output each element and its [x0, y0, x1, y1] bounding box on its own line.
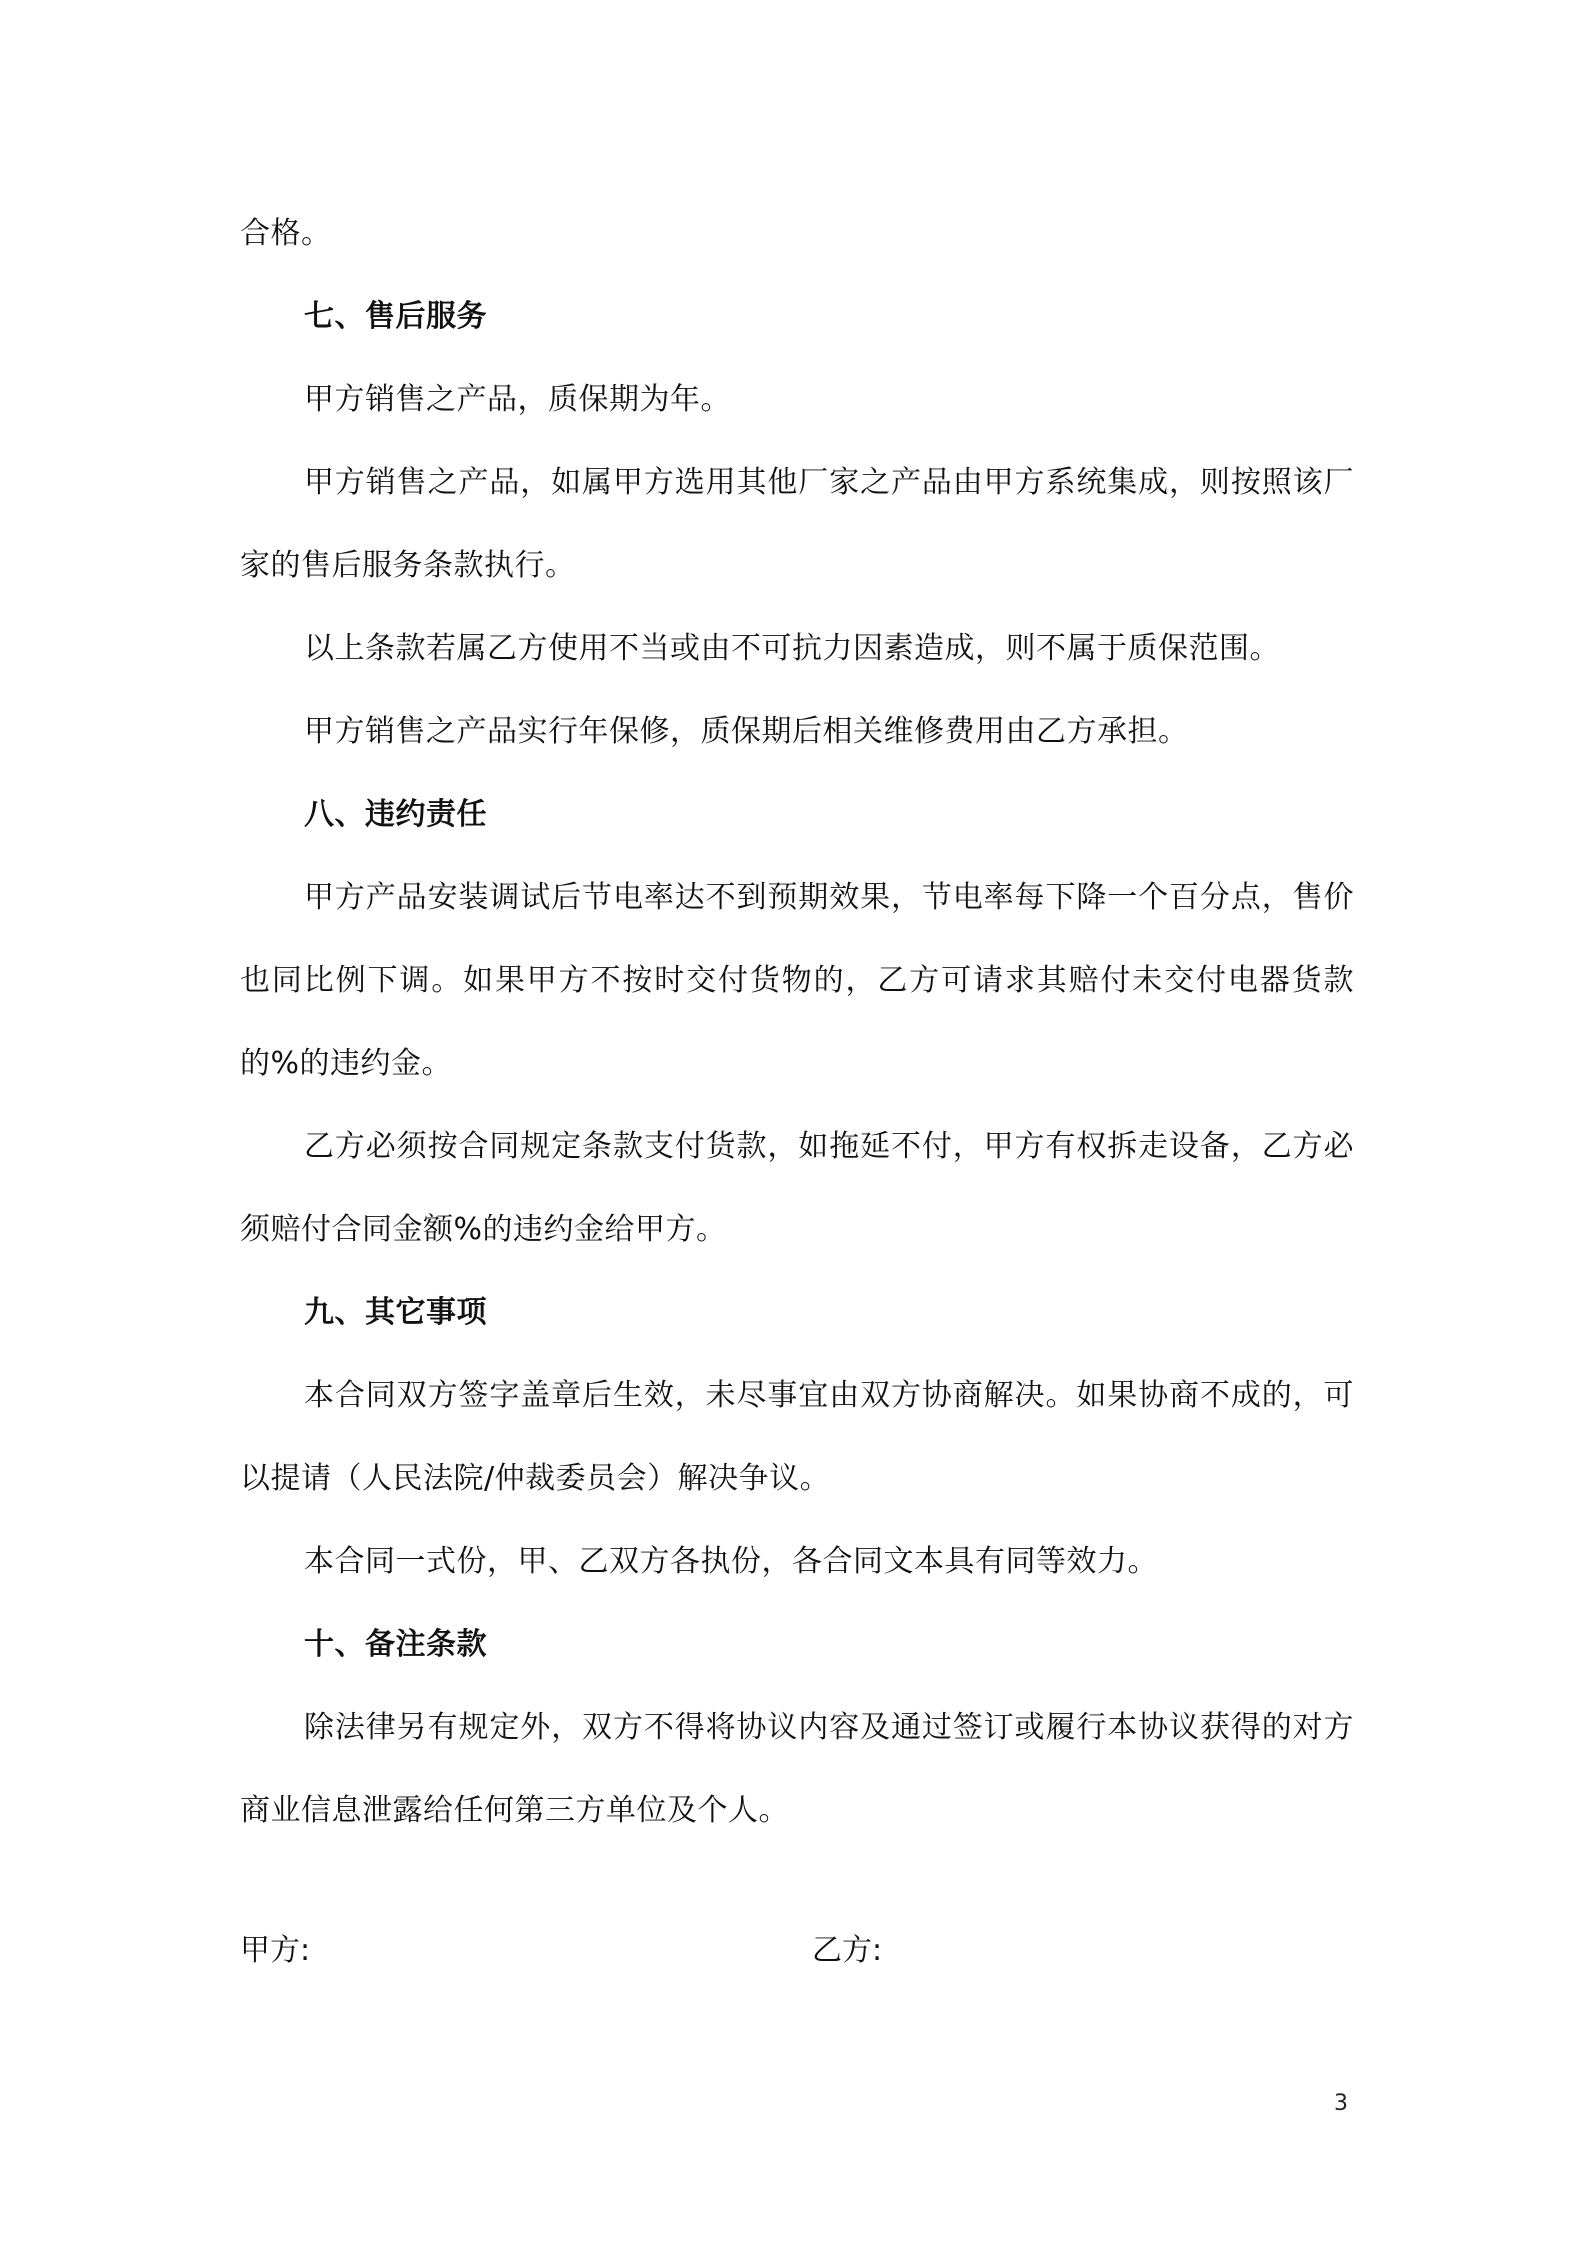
paragraph-dispute-resolution: 本合同双方签字盖章后生效，未尽事宜由双方协商解决。如果协商不成的，可以提请（人民法院/仲裁委员会）解决争议。: [240, 1378, 1354, 1496]
page-number: 3: [1334, 2091, 1348, 2116]
paragraph-repair-costs: 甲方销售之产品实行年保修，质保期后相关维修费用由乙方承担。: [304, 714, 1189, 749]
paragraph-party-b-breach: 乙方必须按合同规定条款支付货款，如拖延不付，甲方有权拆走设备，乙方必须赔付合同金额%的违约金给甲方。: [240, 1129, 1354, 1247]
party-b-signature-label: 乙方:: [812, 1933, 883, 1968]
paragraph-copies: 本合同一式份，甲、乙双方各执份，各合同文本具有同等效力。: [304, 1544, 1158, 1579]
paragraph-confidentiality: 除法律另有规定外，双方不得将协议内容及通过签订或履行本协议获得的对方商业信息泄露给任何第三方单位及个人。: [240, 1710, 1354, 1828]
paragraph-continuation: 合格。: [240, 216, 332, 251]
document-body: [240, 192, 1354, 1852]
paragraph-warranty-exclusions: 以上条款若属乙方使用不当或由不可抗力因素造成，则不属于质保范围。: [304, 631, 1280, 666]
section-heading-after-sales: 七、售后服务: [304, 299, 487, 334]
paragraph-party-a-breach: 甲方产品安装调试后节电率达不到预期效果，节电率每下降一个百分点，售价也同比例下调。如果甲方不按时交付货物的，乙方可请求其赔付未交付电器货款的%的违约金。: [240, 880, 1354, 1081]
signature-row: [240, 1925, 1354, 1975]
section-heading-breach: 八、违约责任: [304, 797, 487, 832]
party-a-signature-label: 甲方:: [240, 1933, 311, 1968]
paragraph-warranty-period: 甲方销售之产品，质保期为年。: [304, 382, 731, 417]
paragraph-third-party-products: 甲方销售之产品，如属甲方选用其他厂家之产品由甲方系统集成，则按照该厂家的售后服务条款执行。: [240, 465, 1354, 583]
section-heading-remarks: 十、备注条款: [304, 1627, 487, 1662]
section-heading-other-matters: 九、其它事项: [304, 1295, 487, 1330]
